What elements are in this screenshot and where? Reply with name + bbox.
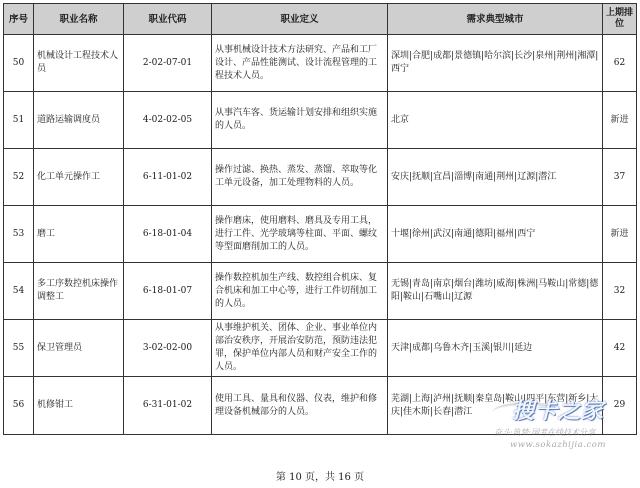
cell-occupation-code: 3-02-02-00 (124, 320, 212, 377)
cell-previous-rank: 新进 (603, 92, 637, 149)
table-row (4, 149, 637, 206)
table-row (4, 206, 637, 263)
cell-occupation-code: 6-18-01-07 (124, 263, 212, 320)
cell-seq: 50 (4, 35, 34, 92)
cell-typical-cities: 深圳|合肥|成都|景德镇|哈尔滨|长沙|泉州|荆州|湘潭|西宁 (388, 35, 603, 92)
cell-typical-cities: 安庆|抚顺|宜昌|淄博|南通|荆州|辽源|潜江 (388, 149, 603, 206)
header-previous-rank: 上期排位 (603, 4, 637, 35)
header-typical-cities: 需求典型城市 (388, 4, 603, 35)
watermark-url: www.sokazhijia.com (510, 440, 606, 450)
cell-previous-rank: 新进 (603, 206, 637, 263)
cell-seq: 56 (4, 377, 34, 435)
cell-occupation-name: 机械设计工程技术人员 (34, 35, 124, 92)
cell-occupation-code: 6-18-01-04 (124, 206, 212, 263)
cell-previous-rank: 62 (603, 35, 637, 92)
table-row (4, 35, 637, 92)
cell-occupation-definition: 从事汽车客、货运输计划安排和组织实施的人员。 (212, 92, 388, 149)
table-header-row (4, 4, 637, 35)
header-occupation-code: 职业代码 (124, 4, 212, 35)
cell-occupation-definition: 从事维护机关、团体、企业、事业单位内部治安秩序，开展治安防范，预防违法犯罪，保护单位内部人员和财产安全工作的人员。 (212, 320, 388, 377)
cell-occupation-definition: 操作磨床，使用磨料、磨具及专用工具，进行工件、光学玻璃等柱面、平面、螺纹等型面磨削加工的人员。 (212, 206, 388, 263)
cell-occupation-code: 2-02-07-01 (124, 35, 212, 92)
cell-seq: 53 (4, 206, 34, 263)
header-seq: 序号 (4, 4, 34, 35)
cell-typical-cities: 天津|成都|乌鲁木齐|玉溪|银川|延边 (388, 320, 603, 377)
cell-occupation-name: 多工序数控机床操作调整工 (34, 263, 124, 320)
cell-seq: 55 (4, 320, 34, 377)
page-footer: 第 10 页，共 16 页 (275, 472, 365, 483)
table-row (4, 263, 637, 320)
occupation-demand-table (3, 3, 637, 435)
table-row (4, 377, 637, 435)
cell-typical-cities: 北京 (388, 92, 603, 149)
cell-typical-cities: 十堰|徐州|武汉|南通|德阳|福州|西宁 (388, 206, 603, 263)
cell-typical-cities: 芜湖|上海|泸州|抚顺|秦皇岛|鞍山|四平|东营|新乡|大庆|佳木斯|长春|潜江 (388, 377, 603, 435)
cell-typical-cities: 无锡|青岛|南京|烟台|潍坊|威海|株洲|马鞍山|常德|德阳|鞍山|石嘴山|辽源 (388, 263, 603, 320)
cell-occupation-code: 4-02-02-05 (124, 92, 212, 149)
table-row (4, 320, 637, 377)
header-occupation-name: 职业名称 (34, 4, 124, 35)
table-row (4, 92, 637, 149)
cell-occupation-definition: 操作数控机加生产线、数控组合机床、复合机床和加工中心等，进行工件切削加工的人员。 (212, 263, 388, 320)
cell-occupation-definition: 使用工具、量具和仪器、仪表，维护和修理设备机械部分的人员。 (212, 377, 388, 435)
cell-occupation-name: 道路运输调度员 (34, 92, 124, 149)
cell-seq: 52 (4, 149, 34, 206)
header-occupation-definition: 职业定义 (212, 4, 388, 35)
cell-occupation-name: 磨工 (34, 206, 124, 263)
cell-occupation-name: 化工单元操作工 (34, 149, 124, 206)
cell-occupation-definition: 操作过滤、换热、蒸发、蒸馏、萃取等化工单元设备，加工处理物料的人员。 (212, 149, 388, 206)
cell-previous-rank: 37 (603, 149, 637, 206)
cell-seq: 51 (4, 92, 34, 149)
cell-occupation-name: 保卫管理员 (34, 320, 124, 377)
cell-previous-rank: 29 (603, 377, 637, 435)
cell-previous-rank: 42 (603, 320, 637, 377)
cell-occupation-name: 机修钳工 (34, 377, 124, 435)
watermark-tagline: 奋斗·筑梦·国考在线技术分享 (494, 428, 596, 437)
watermark-logo: 搜卡之家 (512, 399, 605, 424)
cell-occupation-code: 6-31-01-02 (124, 377, 212, 435)
cell-occupation-code: 6-11-01-02 (124, 149, 212, 206)
cell-occupation-definition: 从事机械设计技术方法研究、产品和工厂设计、产品性能测试、设计流程管理的工程技术人员。 (212, 35, 388, 92)
cell-previous-rank: 32 (603, 263, 637, 320)
cell-seq: 54 (4, 263, 34, 320)
